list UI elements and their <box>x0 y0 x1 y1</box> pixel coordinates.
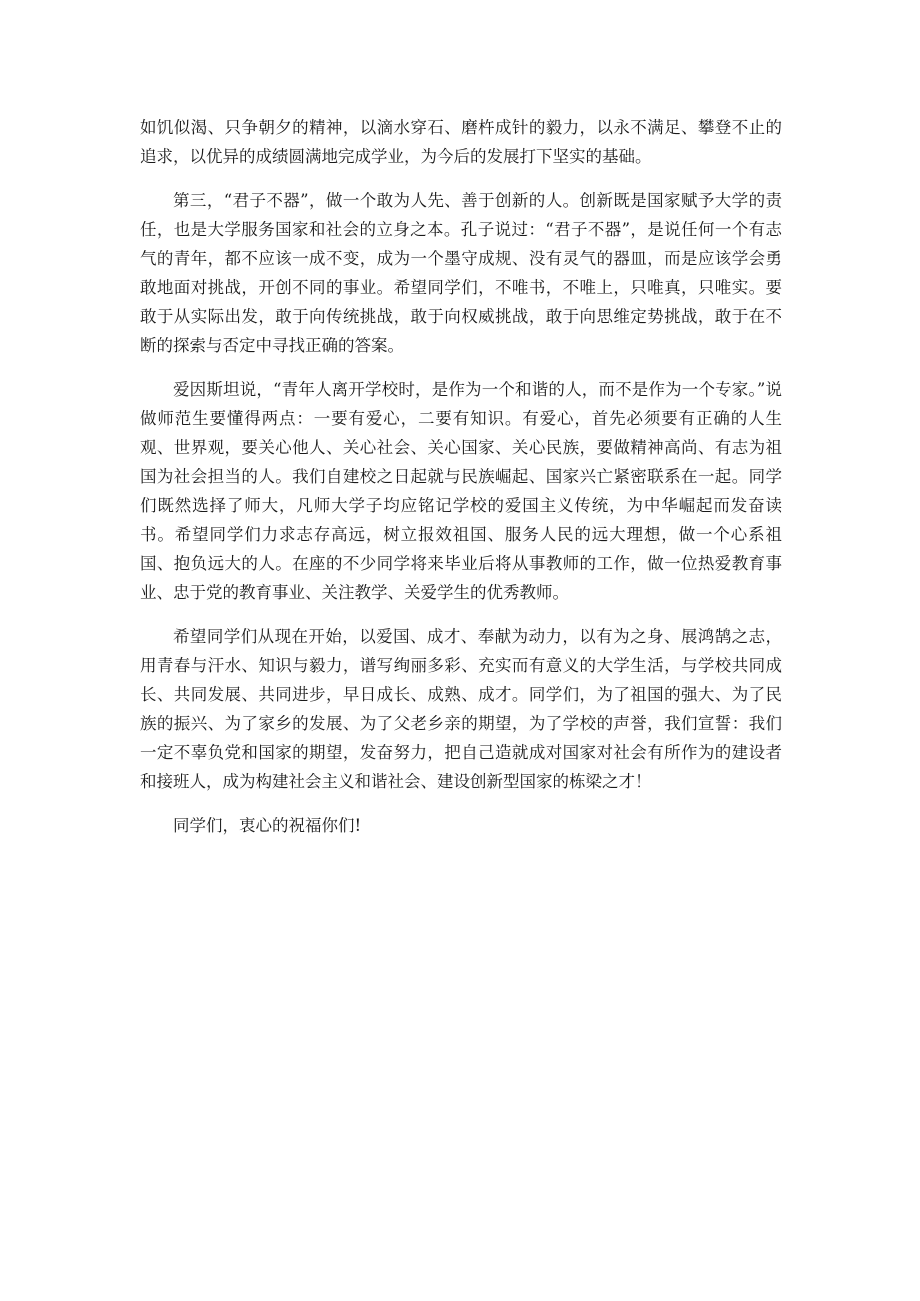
paragraph-innovation: 第三，“君子不器”，做一个敢为人先、善于创新的人。创新既是国家赋予大学的责任，也是大学服务国家和社会的立身之本。孔子说过：“君子不器”，是说任何一个有志气的青年，都不应该一成不变，成为一个墨守成规、没有灵气的器皿，而是应该学会勇敢地面对挑战，开创不同的事业。希望同学们，不唯书，不唯上，只唯真，只唯实。要敢于从实际出发，敢于向传统挑战，敢于向权威挑战，敢于向思维定势挑战，敢于在不断的探索与否定中寻找正确的答案。 <box>140 191 782 355</box>
paragraph-pledge: 希望同学们从现在开始，以爱国、成才、奉献为动力，以有为之身、展鸿鹄之志，用青春与汗水、知识与毅力，谱写绚丽多彩、充实而有意义的大学生活，与学校共同成长、共同发展、共同进步，早日成长、成熟、成才。同学们，为了祖国的强大、为了民族的振兴、为了家乡的发展、为了父老乡亲的期望，为了学校的声誉，我们宣誓：我们一定不辜负党和国家的期望，发奋努力，把自己造就成对国家对社会有所作为的建设者和接班人，成为构建社会主义和谐社会、建设创新型国家的栋梁之才！ <box>140 627 782 791</box>
paragraph-closing: 同学们，衷心的祝福你们! <box>173 816 362 835</box>
document-body <box>140 113 782 855</box>
paragraph-continuation: 如饥似渴、只争朝夕的精神，以滴水穿石、磨杵成针的毅力，以永不满足、攀登不止的追求，以优异的成绩圆满地完成学业，为今后的发展打下坚实的基础。 <box>140 118 782 166</box>
paragraph-einstein: 爱因斯坦说，“青年人离开学校时，是作为一个和谐的人，而不是作为一个专家。”说做师范生要懂得两点：一要有爱心，二要有知识。有爱心，首先必须要有正确的人生观、世界观，要关心他人、关心社会、关心国家、关心民族，要做精神高尚、有志为祖国为社会担当的人。我们自建校之日起就与民族崛起、国家兴亡紧密联系在一起。同学们既然选择了师大，凡师大学子均应铭记学校的爱国主义传统，为中华崛起而发奋读书。希望同学们力求志存高远，树立报效祖国、服务人民的远大理想，做一个心系祖国、抱负远大的人。在座的不少同学将来毕业后将从事教师的工作，做一位热爱教育事业、忠于党的教育事业、关注教学、关爱学生的优秀教师。 <box>140 380 782 602</box>
